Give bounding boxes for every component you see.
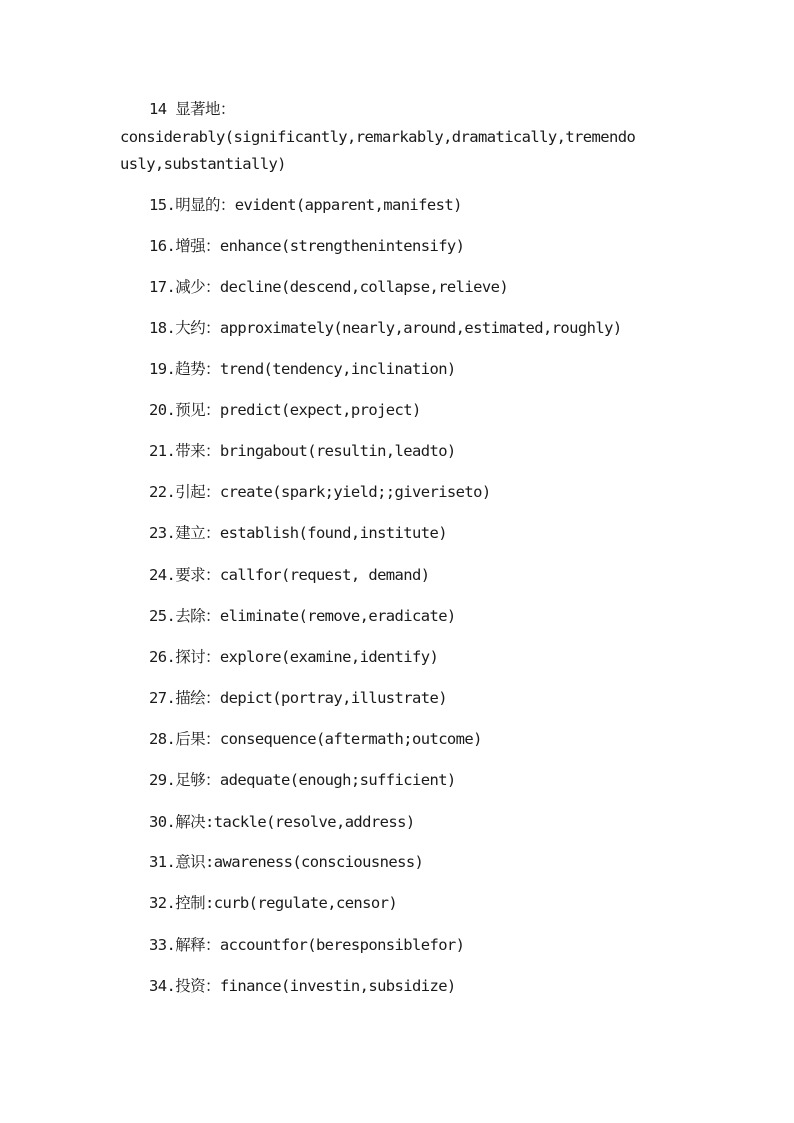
vocab-entry-31: 31.意识:awareness(consciousness) bbox=[149, 853, 424, 871]
vocab-entry-18: 18.大约：approximately(nearly,around,estimated,roughly) bbox=[149, 319, 622, 337]
vocab-entry-20: 20.预见：predict(expect,project) bbox=[149, 401, 421, 419]
vocab-entry-24: 24.要求：callfor(request, demand) bbox=[149, 566, 430, 584]
vocab-entry-17: 17.减少：decline(descend,collapse,relieve) bbox=[149, 278, 509, 296]
vocab-entry-27: 27.描绘：depict(portray,illustrate) bbox=[149, 689, 447, 707]
vocab-entry-16: 16.增强：enhance(strengthenintensify) bbox=[149, 237, 465, 255]
vocab-entry-15: 15.明显的：evident(apparent,manifest) bbox=[149, 196, 462, 214]
vocab-entry-29: 29.足够：adequate(enough;sufficient) bbox=[149, 771, 456, 789]
vocab-entry-34: 34.投资：finance(investin,subsidize) bbox=[149, 977, 456, 995]
vocab-entry-22: 22.引起：create(spark;yield;;giveriseto) bbox=[149, 483, 491, 501]
vocab-entry-23: 23.建立：establish(found,institute) bbox=[149, 524, 447, 542]
vocab-entry-28: 28.后果：consequence(aftermath;outcome) bbox=[149, 730, 482, 748]
vocab-entry-26: 26.探讨：explore(examine,identify) bbox=[149, 648, 439, 666]
entry-14-heading: 14 显著地： bbox=[149, 100, 235, 118]
vocab-entry-14 bbox=[120, 96, 700, 179]
vocab-entry-30: 30.解决:tackle(resolve,address) bbox=[149, 813, 415, 831]
entry-14-line-1: considerably(significantly,remarkably,dramatically,tremendo bbox=[120, 127, 636, 146]
vocab-entry-19: 19.趋势：trend(tendency,inclination) bbox=[149, 360, 456, 378]
vocab-entry-25: 25.去除：eliminate(remove,eradicate) bbox=[149, 607, 456, 625]
entry-14-line-2: usly,substantially) bbox=[120, 155, 286, 173]
vocab-entry-21: 21.带来：bringabout(resultin,leadto) bbox=[149, 442, 456, 460]
vocab-entry-33: 33.解释：accountfor(beresponsiblefor) bbox=[149, 936, 465, 954]
vocab-entry-32: 32.控制:curb(regulate,censor) bbox=[149, 894, 398, 912]
